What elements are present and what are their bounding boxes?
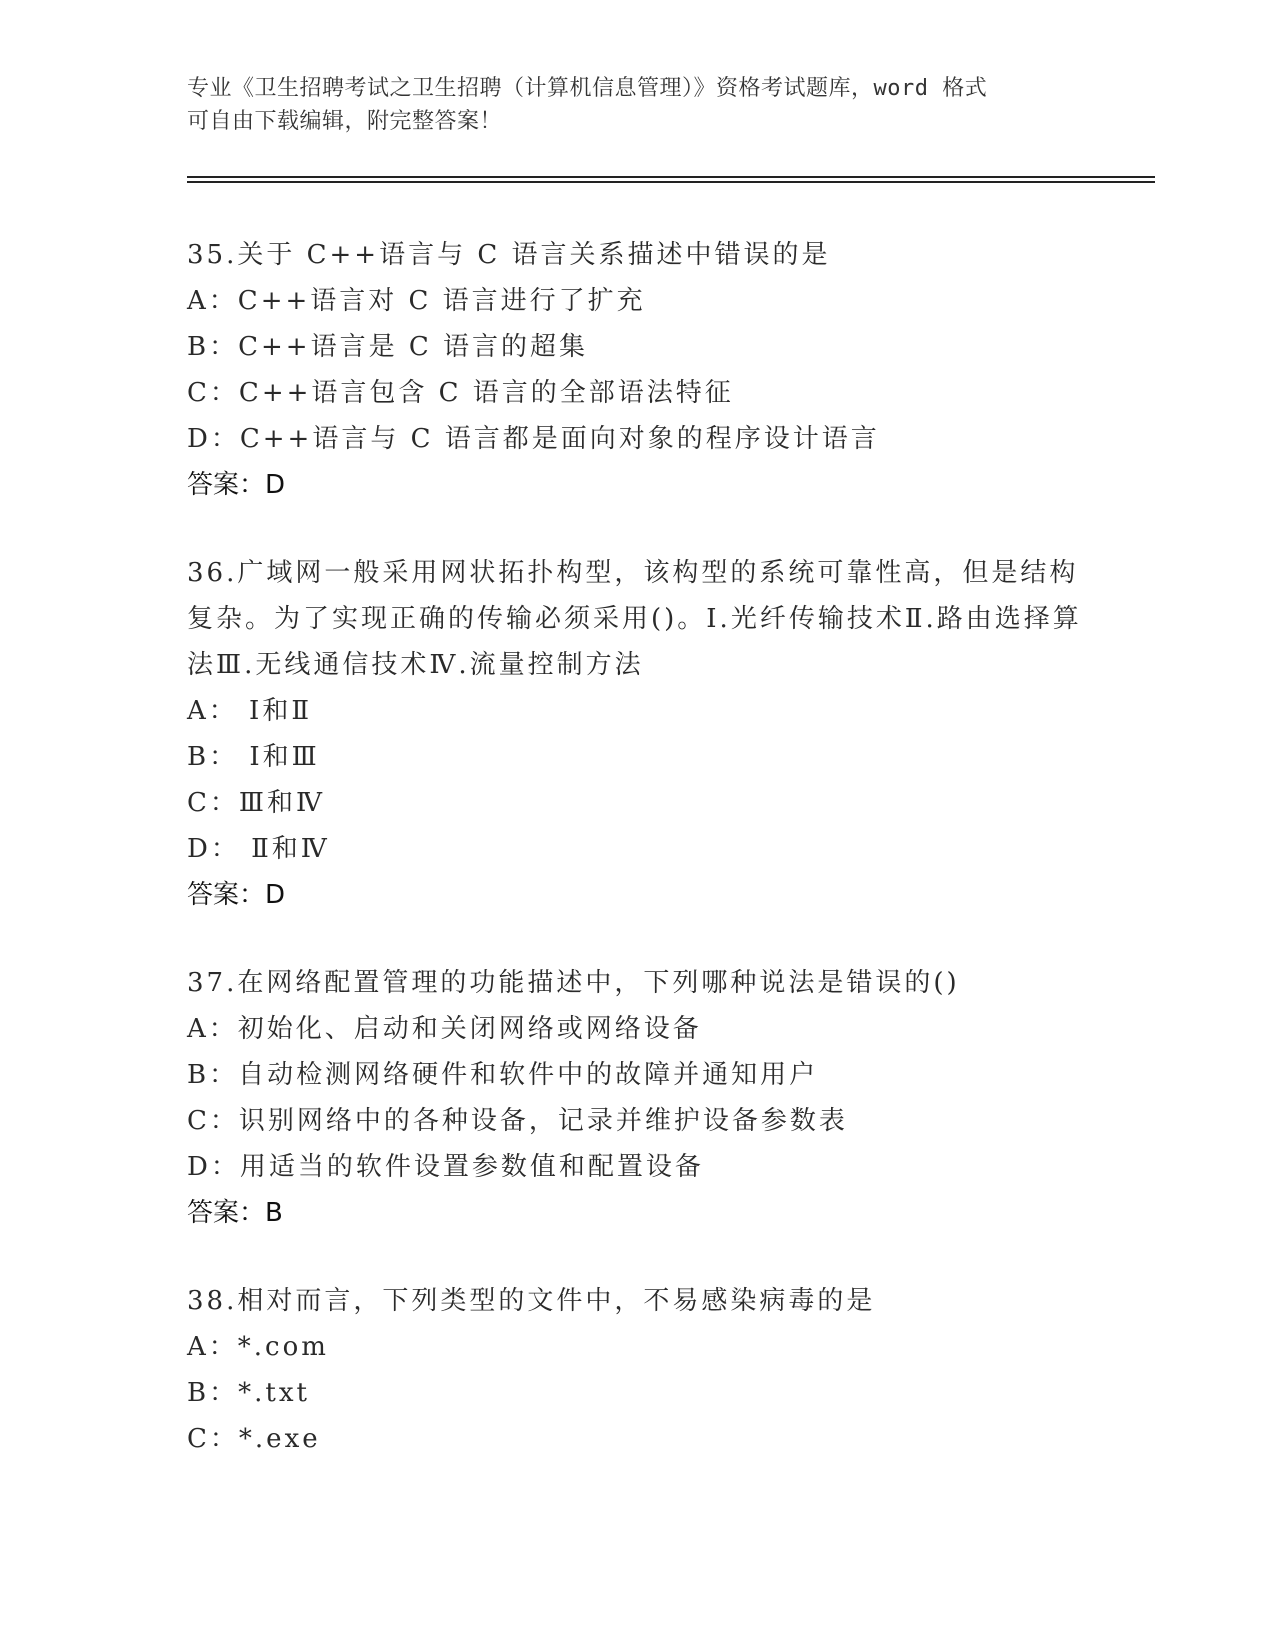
header-line-1: 专业《卫生招聘考试之卫生招聘（计算机信息管理）》资格考试题库，word 格式 [187,76,988,101]
question-block [187,232,1087,508]
option-separator: ： [209,378,239,408]
option-text: C++语言包含 C 语言的全部语法特征 [238,378,734,408]
option-letter: B [187,742,210,772]
option-separator: ： [208,286,238,316]
option-text: 用适当的软件设置参数值和配置设备 [239,1152,704,1182]
answer-option [187,1370,1087,1416]
option-separator: ： [209,1060,239,1090]
answer-option [187,1144,1087,1190]
answer-option [187,1006,1087,1052]
header-line-2: 可自由下载编辑，附完整答案！ [187,109,503,134]
answer-option [187,1324,1087,1370]
answer-key: 答案：D [187,470,286,500]
option-letter: B [187,1378,210,1408]
option-letter: C [187,788,210,818]
option-letter: C [187,378,210,408]
question-block [187,960,1087,1236]
answer-option [187,1416,1087,1462]
option-separator: ： [210,834,240,864]
question-block [187,1278,1087,1462]
option-text: Ⅰ和Ⅱ [237,696,313,726]
document-header [187,72,1087,138]
option-text: 识别网络中的各种设备，记录并维护设备参数表 [238,1106,848,1136]
answer-option [187,780,1087,826]
option-letter: C [187,1424,210,1454]
answer-option [187,1052,1087,1098]
option-letter: A [187,286,209,316]
option-letter: D [187,424,211,454]
answer-option [187,370,1087,416]
option-text: C++语言是 C 语言的超集 [238,332,589,362]
option-text: *.com [237,1332,329,1362]
option-letter: D [187,834,211,864]
option-text: C++语言与 C 语言都是面向对象的程序设计语言 [239,424,880,454]
answer-key: 答案：D [187,880,286,910]
option-text: Ⅰ和Ⅲ [238,742,320,772]
option-separator: ： [209,1106,239,1136]
header-divider-top [187,176,1155,178]
option-letter: A [187,696,209,726]
option-letter: D [187,1152,211,1182]
answer-option [187,734,1087,780]
option-letter: B [187,332,210,362]
option-separator: ： [210,424,240,454]
option-text: 自动检测网络硬件和软件中的故障并通知用户 [238,1060,819,1090]
option-text: Ⅲ和Ⅳ [238,788,325,818]
option-text: *.txt [238,1378,310,1408]
answer-key: 答案：B [187,1198,283,1228]
question-list [187,232,1087,1504]
option-letter: A [187,1014,209,1044]
answer-option [187,278,1087,324]
answer-option [187,1098,1087,1144]
question-text: 36.广域网一般采用网状拓扑构型，该构型的系统可靠性高，但是结构复杂。为了实现正确的传输必须采用()。Ⅰ.光纤传输技术Ⅱ.路由选择算法Ⅲ.无线通信技术Ⅳ.流量控制方法 [187,558,1082,680]
option-separator: ： [209,742,239,772]
answer-option [187,826,1087,872]
option-text: *.exe [238,1424,321,1454]
option-separator: ： [209,332,239,362]
option-separator: ： [209,788,239,818]
option-separator: ： [208,696,238,726]
option-letter: A [187,1332,209,1362]
option-letter: C [187,1106,210,1136]
question-block [187,550,1087,918]
answer-option [187,688,1087,734]
question-text: 37.在网络配置管理的功能描述中，下列哪种说法是错误的() [187,968,960,998]
option-text: Ⅱ和Ⅳ [239,834,330,864]
option-text: C++语言对 C 语言进行了扩充 [237,286,646,316]
question-text: 38.相对而言，下列类型的文件中，不易感染病毒的是 [187,1286,876,1316]
option-text: 初始化、启动和关闭网络或网络设备 [237,1014,702,1044]
answer-option [187,324,1087,370]
option-separator: ： [208,1332,238,1362]
question-text: 35.关于 C++语言与 C 语言关系描述中错误的是 [187,240,831,270]
option-separator: ： [208,1014,238,1044]
option-separator: ： [209,1424,239,1454]
option-separator: ： [210,1152,240,1182]
header-divider-bottom [187,181,1155,183]
option-separator: ： [209,1378,239,1408]
answer-option [187,416,1087,462]
option-letter: B [187,1060,210,1090]
